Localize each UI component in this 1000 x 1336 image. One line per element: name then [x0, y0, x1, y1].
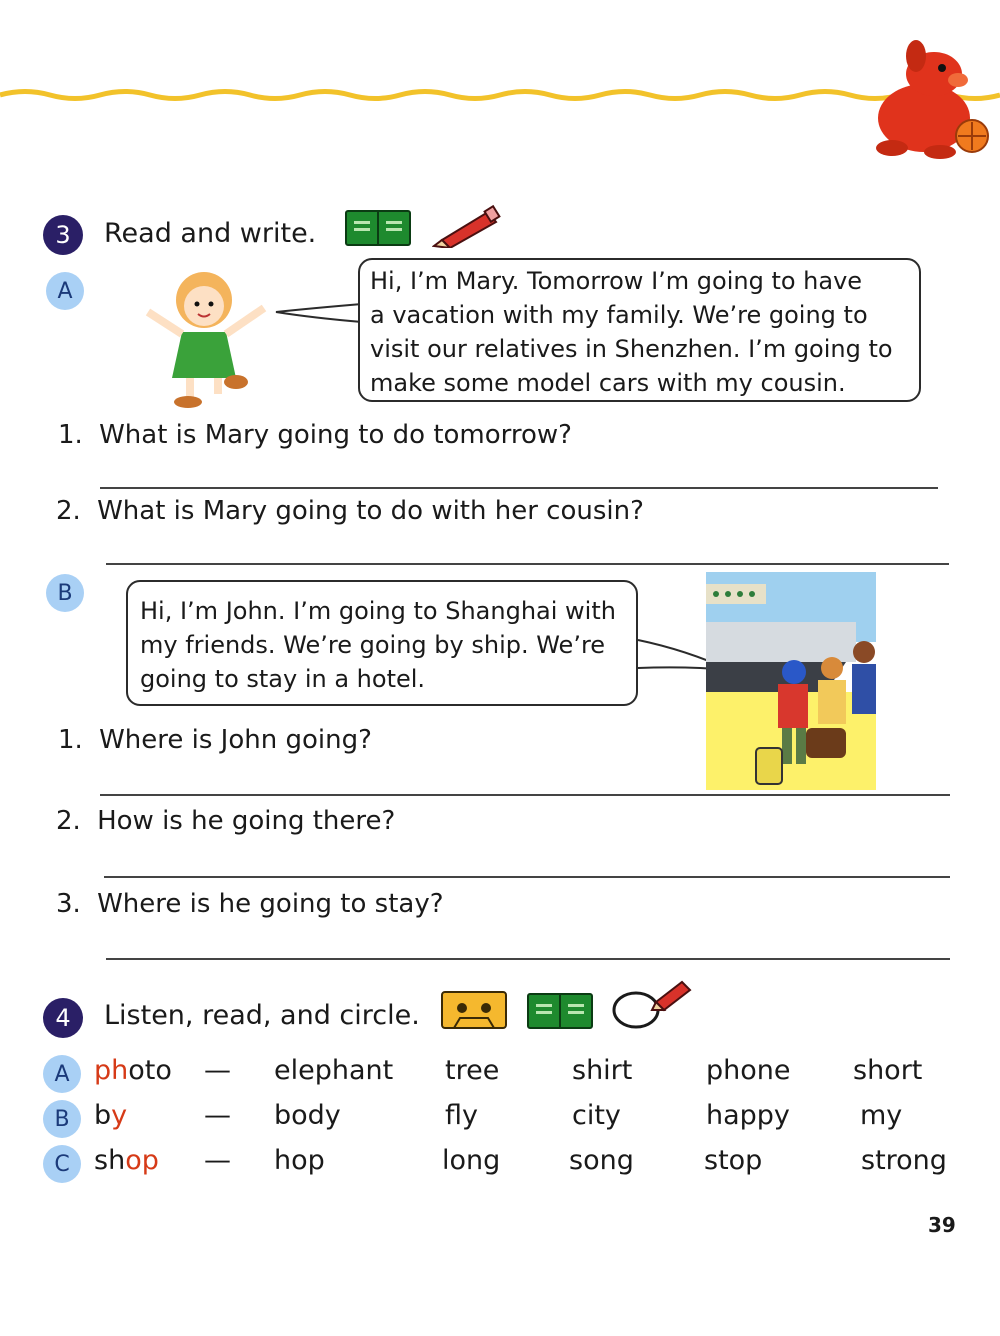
word-option[interactable]: elephant	[274, 1055, 394, 1086]
bubble-line: Hi, I’m Mary. Tomorrow I’m going to have	[370, 267, 863, 295]
answer-line-b1[interactable]	[100, 794, 950, 796]
highlight-letters: ph	[94, 1055, 129, 1086]
question-number: 2.	[56, 806, 81, 836]
bubble-line: a vacation with my family. We’re going to	[370, 301, 868, 329]
key-word-photo[interactable]	[94, 1055, 172, 1086]
speech-bubble-john	[126, 580, 638, 706]
word-option[interactable]: long	[442, 1145, 501, 1176]
question-text: What is Mary going to do with her cousin?	[97, 496, 644, 526]
bubble-line: visit our relatives in Shenzhen. I’m going to	[370, 335, 893, 363]
question-b3	[56, 889, 444, 919]
section-4-title: Listen, read, and circle.	[104, 1000, 420, 1031]
speech-bubble-tail-a	[274, 300, 364, 326]
bubble-line: my friends. We’re going by ship. We’re	[140, 631, 606, 659]
question-b2	[56, 806, 395, 836]
bubble-line: Hi, I’m John. I’m going to Shanghai with	[140, 597, 616, 625]
section-3-title: Read and write.	[104, 218, 317, 249]
key-word-by[interactable]	[94, 1100, 127, 1131]
word-option[interactable]: strong	[861, 1145, 947, 1176]
row-a-badge: A	[43, 1055, 81, 1093]
answer-line-a1[interactable]	[100, 487, 938, 489]
answer-line-a2[interactable]	[106, 563, 949, 565]
decorative-wavy-line	[0, 82, 1000, 108]
question-a1	[58, 420, 572, 450]
word-option[interactable]: body	[274, 1100, 341, 1131]
answer-line-b3[interactable]	[106, 958, 950, 960]
word-option[interactable]: city	[572, 1100, 621, 1131]
word-option[interactable]: happy	[706, 1100, 790, 1131]
word-option[interactable]: song	[569, 1145, 634, 1176]
row-b-badge: B	[43, 1100, 81, 1138]
section-4-number-badge: 4	[43, 998, 83, 1038]
answer-line-b2[interactable]	[104, 876, 950, 878]
word-option[interactable]: short	[853, 1055, 923, 1086]
word-option[interactable]: hop	[274, 1145, 325, 1176]
question-text: Where is John going?	[99, 725, 372, 755]
girl-mary-illustration	[142, 262, 272, 412]
dash: —	[204, 1145, 231, 1176]
question-text: Where is he going to stay?	[97, 889, 444, 919]
dash: —	[204, 1055, 231, 1086]
row-c-badge: C	[43, 1145, 81, 1183]
circle-marker-icon	[610, 978, 694, 1030]
bubble-line: going to stay in a hotel.	[140, 665, 426, 693]
part-a-badge: A	[46, 272, 84, 310]
part-b-badge: B	[46, 574, 84, 612]
ship-travel-illustration	[706, 572, 876, 790]
word-option[interactable]: stop	[704, 1145, 763, 1176]
word-option[interactable]: shirt	[572, 1055, 633, 1086]
question-a2	[56, 496, 644, 526]
plain-letters: oto	[128, 1055, 172, 1086]
plain-letters: sh	[94, 1145, 126, 1176]
speech-bubble-mary	[358, 258, 921, 402]
key-word-shop[interactable]	[94, 1145, 159, 1176]
book-icon	[344, 207, 412, 247]
word-option[interactable]: fly	[445, 1100, 478, 1131]
pencil-icon	[432, 204, 502, 248]
question-number: 1.	[58, 420, 83, 450]
page-number: 39	[928, 1213, 956, 1237]
plain-letters: b	[94, 1100, 112, 1131]
word-option[interactable]: phone	[706, 1055, 791, 1086]
section-3-number-badge: 3	[43, 215, 83, 255]
word-option[interactable]: my	[860, 1100, 903, 1131]
highlight-letters: y	[111, 1100, 128, 1131]
dog-mascot-icon	[862, 36, 992, 162]
question-number: 2.	[56, 496, 81, 526]
highlight-letters: op	[125, 1145, 159, 1176]
question-b1	[58, 725, 372, 755]
word-option[interactable]: tree	[445, 1055, 500, 1086]
book-icon	[526, 990, 594, 1030]
bubble-line: make some model cars with my cousin.	[370, 369, 846, 397]
question-text: What is Mary going to do tomorrow?	[99, 420, 572, 450]
cassette-icon	[440, 990, 508, 1030]
question-number: 1.	[58, 725, 83, 755]
question-number: 3.	[56, 889, 81, 919]
question-text: How is he going there?	[97, 806, 396, 836]
dash: —	[204, 1100, 231, 1131]
